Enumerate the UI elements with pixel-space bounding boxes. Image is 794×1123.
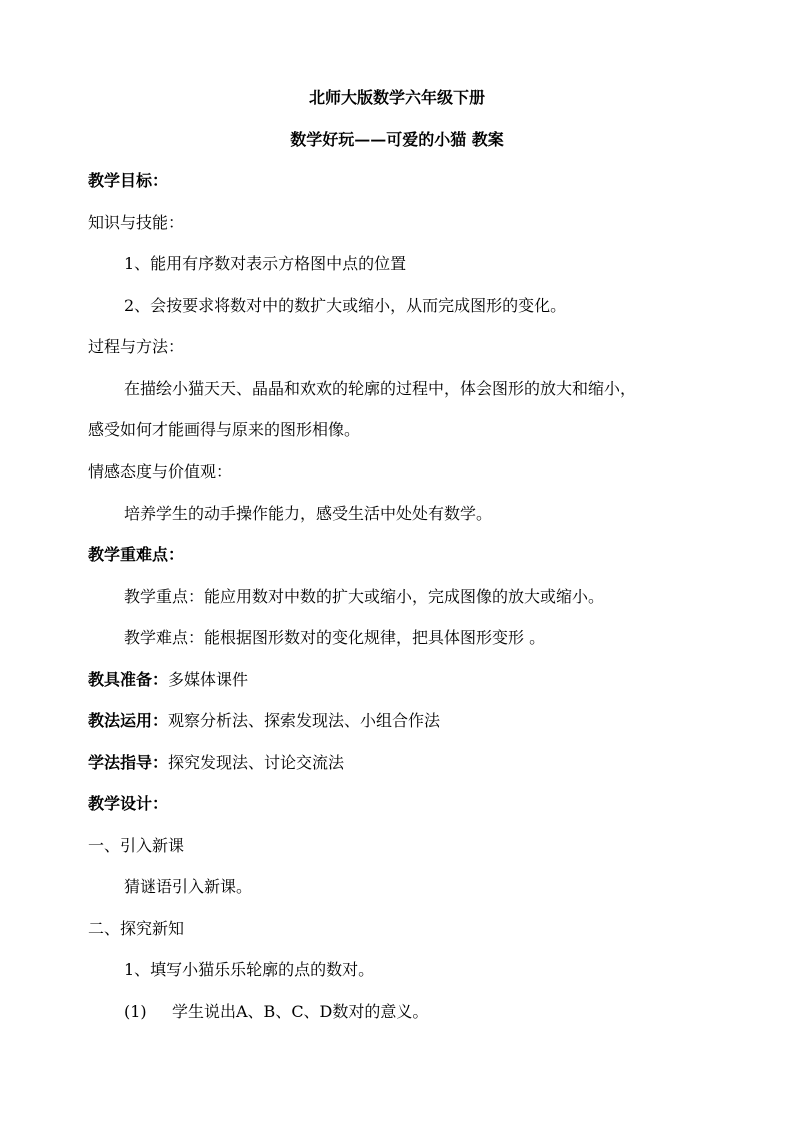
document-title: 北师大版数学六年级下册 [308,88,485,107]
process-text-line-1: 在描绘小猫天天、晶晶和欢欢的轮廓的过程中，体会图形的放大和缩小， [124,379,637,398]
key-points-heading: 教学重难点： [88,545,185,564]
design-heading: 教学设计： [88,794,169,813]
teaching-focus: 教学重点：能应用数对中数的扩大或缩小，完成图像的放大或缩小。 [124,587,605,606]
part-2-heading: 二、探究新知 [88,919,185,938]
process-text-line-2: 感受如何才能画得与原来的图形相像。 [88,420,361,439]
knowledge-heading: 知识与技能： [88,213,185,232]
sub-item-number: (1) [124,1002,147,1021]
part-2-item-1: 1、填写小猫乐乐轮廓的点的数对。 [124,960,375,979]
emotion-text: 培养学生的动手操作能力，感受生活中处处有数学。 [124,504,493,523]
learning-value: 探究发现法、讨论交流法 [168,753,345,772]
teaching-difficulty: 教学难点：能根据图形数对的变化规律，把具体图形变形 。 [124,628,546,647]
objectives-heading: 教学目标： [88,171,169,190]
part-2-sub-item [124,1002,724,1022]
knowledge-item-1: 1、能用有序数对表示方格图中点的位置 [124,254,407,273]
part-1-heading: 一、引入新课 [88,836,185,855]
process-heading: 过程与方法： [88,337,185,356]
methods-value: 观察分析法、探索发现法、小组合作法 [168,711,441,730]
learning-label: 学法指导： [88,753,169,772]
tools-row [88,670,724,690]
knowledge-item-2: 2、会按要求将数对中的数扩大或缩小，从而完成图形的变化。 [124,296,567,315]
learning-row [88,753,724,773]
document-subtitle: 数学好玩——可爱的小猫 教案 [290,130,504,149]
emotion-heading: 情感态度与价值观： [88,462,233,481]
tools-label: 教具准备： [88,670,169,689]
methods-row [88,711,724,731]
methods-label: 教法运用： [88,711,169,730]
tools-value: 多媒体课件 [168,670,249,689]
part-1-text: 猜谜语引入新课。 [124,877,253,896]
sub-item-text: 学生说出A、B、C、D数对的意义。 [172,1002,429,1021]
